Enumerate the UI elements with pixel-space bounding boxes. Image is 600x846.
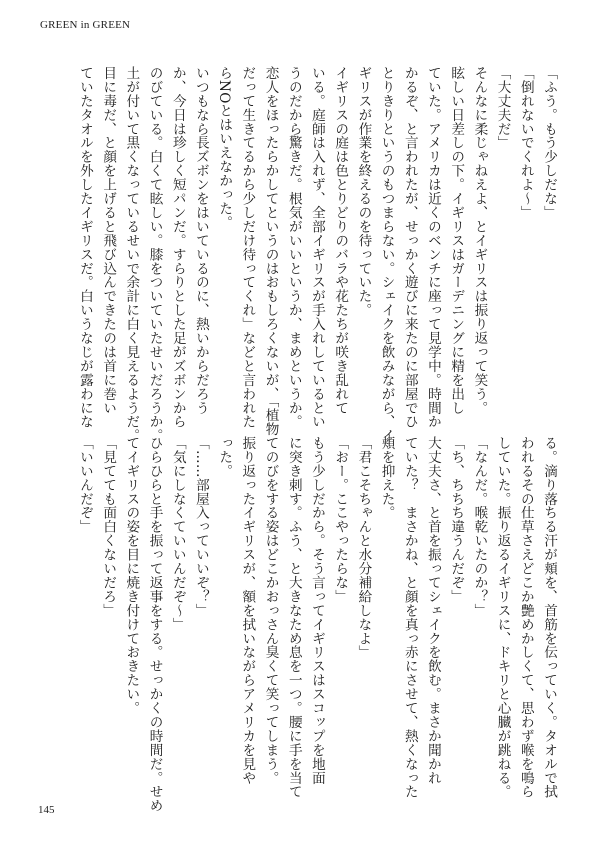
text-line: らNOとはいえなかった。 [216, 66, 233, 230]
text-line: いる。庭師は入れず、全部イギリスが手入れしているとい [308, 66, 325, 429]
text-line: 「君こそちゃんと水分補給しなよ」 [355, 436, 372, 660]
text-line: ていたタオルを外したイギリスだ。白いうなじが露わにな [76, 66, 93, 429]
text-line: 振り返ったイギリスが、額を拭いながらアメリカを見や [239, 436, 256, 785]
text-line: 土が付いて黒くなっているせいで余計に白く見えるようだ。 [123, 66, 140, 443]
running-header: GREEN in GREEN [40, 19, 131, 31]
text-line: てのびをする姿はどこかおっさん臭くて笑ってしまう。 [262, 436, 279, 785]
text-line: ていた？ まさかね、と顔を真っ赤にさせて、熱くなった [401, 436, 418, 799]
text-line: のびている。白くて眩しい。膝をついていたせいだろうか。 [146, 66, 163, 443]
text-line: もう少しだから。そう言ってイギリスはスコップを地面 [308, 436, 325, 785]
text-line: 恋人をほったらかしてというのはおもしろくないが、「植物 [262, 66, 279, 436]
text-line: ギリスが作業を終えるのを待っていた。 [355, 66, 372, 318]
text-line: 「おー。ここやったらな」 [332, 436, 349, 604]
text-line: そんなに柔じゃねえよ、とイギリスは振り返って笑う。 [471, 66, 488, 415]
text-block-bottom [73, 436, 560, 813]
text-line: 「見てても面白くないだろ」 [100, 436, 117, 618]
text-line: いつもなら長ズボンをはいているのに、熱いからだろう [192, 66, 209, 415]
text-line: うのだから驚きだ。根気がいいというか、まめというか。 [285, 66, 302, 429]
text-line: していた。振り返るイギリスに、ドキリと心臓が跳ねる。 [494, 436, 511, 799]
text-line: か、今日は珍しく短パンだ。すらりとした足がズボンから [169, 66, 186, 429]
text-line: 目に毒だ、と顔を上げると飛び込んできたのは首に巻い [100, 66, 117, 415]
text-line: 「ふう。もう少しだな」 [541, 66, 557, 220]
text-line: ひらひらと手を振って返事をする。せっかくの時間だ。せめ [146, 436, 163, 813]
text-line: てイギリスの姿を目に焼き付けておきたい。 [123, 436, 140, 715]
page-number: 145 [38, 804, 55, 816]
text-line: われるその仕草さえどこか艶めかしくて、思わず喉を鳴ら [517, 436, 534, 799]
text-line: 「大丈夫だ」 [494, 66, 511, 150]
text-line: 「気にしなくていいんだぞ～」 [169, 436, 186, 632]
text-line: 頬を抑えた。 [378, 436, 395, 520]
text-line: とりきりというのもつまらない。シェイクを飲みながら、イ [378, 66, 395, 443]
text-line: だって生きてるから少しだけ待ってくれ」などと言われた [239, 66, 256, 429]
text-line: 「いいんだぞ」 [76, 436, 93, 534]
text-line: ていた。アメリカは近くのベンチに座って見学中。時間か [424, 66, 441, 429]
text-line: 眩しい日差しの下。イギリスはガーデニングに精を出し [448, 66, 465, 415]
text-line: った。 [216, 436, 233, 478]
text-line: 大丈夫さ、と首を振ってシェイクを飲む。まさか聞かれ [424, 436, 441, 785]
text-line: る。滴り落ちる汗が頬を、首筋を伝っていく。タオルで拭 [541, 436, 557, 799]
text-line: 「……部屋入っていいぞ？」 [192, 436, 209, 618]
text-line: 「倒れないでくれよ～」 [517, 66, 534, 220]
text-block-top [73, 66, 560, 443]
text-line: に突き刺す。ふう、と大きなため息を一つ。腰に手を当て [285, 436, 302, 799]
text-line: 「なんだ。喉乾いたのか？」 [471, 436, 488, 618]
text-line: 「ち、ちちち違うんだぞ」 [448, 436, 465, 604]
text-line: かるぞ、と言われたが、せっかく遊びに来たのに部屋でひ [401, 66, 418, 429]
text-line: イギリスの庭は色とりどりのバラや花たちが咲き乱れて [332, 66, 349, 415]
